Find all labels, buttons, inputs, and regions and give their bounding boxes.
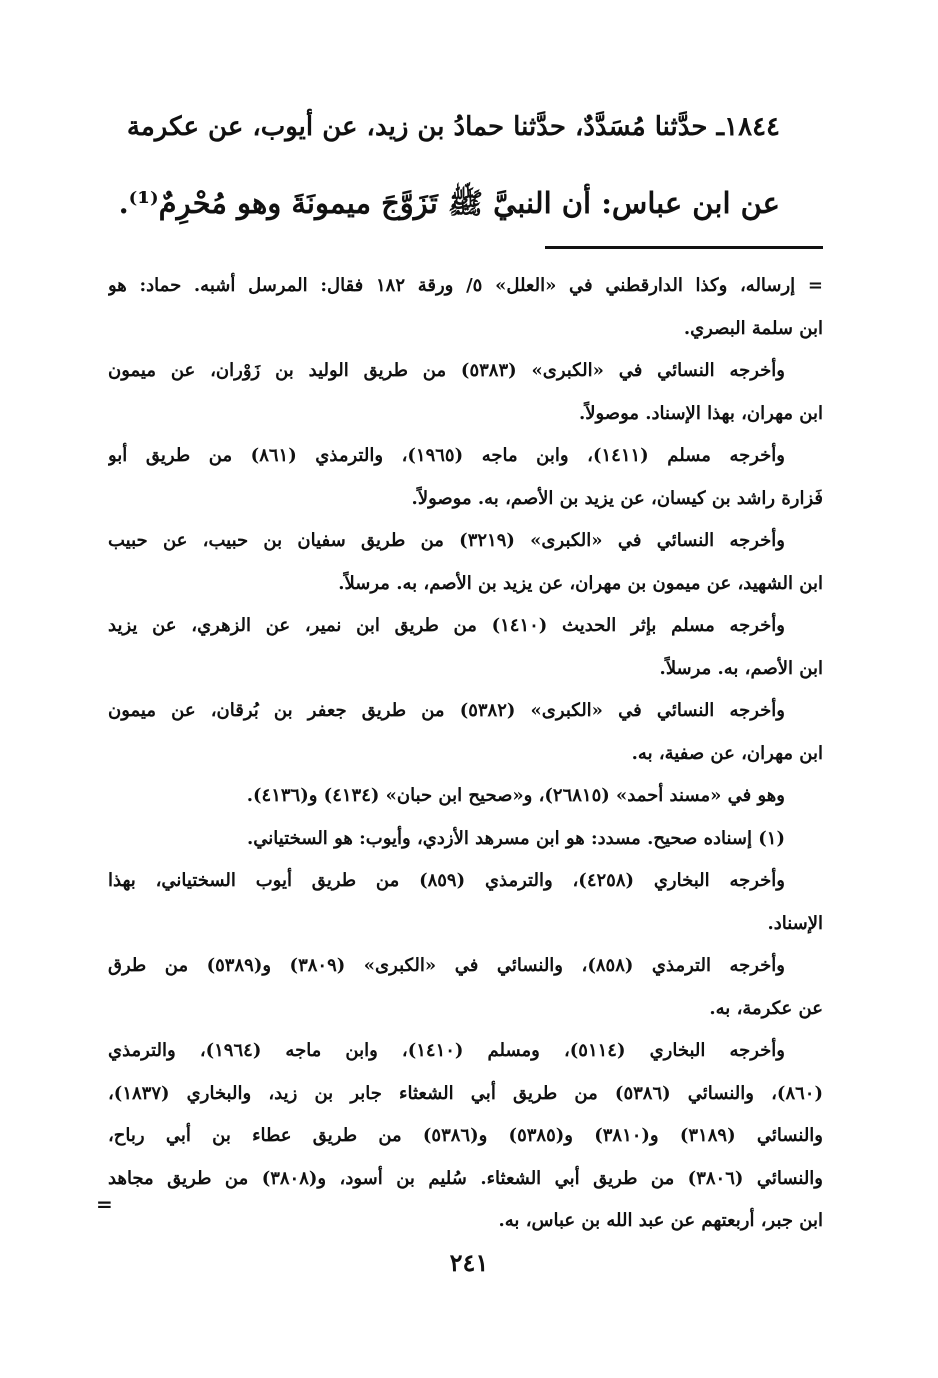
footnote-line: والنسائي (٣١٨٩) و(٣٨١٠) و(٥٣٨٥) و(٥٣٨٦) من طريق عطاء بن أبي رباح، [108, 1125, 823, 1146]
footnote-line: الإسناد. [767, 912, 823, 934]
continuation-mark: = [96, 1192, 113, 1216]
page-number: ٢٤١ [449, 1248, 489, 1277]
footnote-separator [545, 246, 823, 249]
footnote-line: وهو في «مسند أحمد» (٢٦٨١٥)، و«صحيح ابن حبان» (٤١٣٤) و(٤١٣٦). [246, 785, 785, 806]
footnote-line: (٨٦٠)، والنسائي (٥٣٨٦) من طريق أبي الشعثاء جابر بن زيد، والبخاري (١٨٣٧)، [108, 1082, 823, 1104]
footnote-line: وأخرجه الترمذي (٨٥٨)، والنسائي في «الكبرى» (٣٨٠٩) و(٥٣٨٩) من طرق [108, 955, 786, 976]
footnote-line: وأخرجه النسائي في «الكبرى» (٥٣٨٢) من طريق جعفر بن بُرقان، عن ميمون [108, 700, 785, 721]
hadith-line-1: ١٨٤٤ـ حدَّثنا مُسَدَّدٌ، حدَّثنا حمادُ بن زيد، عن أيوب، عن عكرمة [126, 112, 780, 142]
footnote-line: ابن سلمة البصري. [683, 317, 823, 339]
footnote-line: وأخرجه البخاري (٥١١٤)، ومسلم (١٤١٠)، وابن ماجه (١٩٦٤)، والترمذي [108, 1040, 785, 1061]
footnote-line: وأخرجه النسائي في «الكبرى» (٥٣٨٣) من طريق الوليد بن زَوْران، عن ميمون [108, 360, 785, 381]
footnote-line: عن عكرمة، به. [709, 997, 823, 1019]
footnote-line: ابن جبر، أربعتهم عن عبد الله بن عباس، به. [498, 1210, 823, 1231]
footnote-line: (١) إسناده صحيح. مسدد: هو ابن مسرهد الأزدي، وأيوب: هو السختياني. [247, 827, 785, 849]
footnote-line: وأخرجه البخاري (٤٢٥٨)، والترمذي (٨٥٩) من طريق أيوب السختياني، بهذا [108, 870, 785, 891]
footnote-line: ابن الشهيد، عن ميمون بن مهران، عن يزيد بن الأصم، به. مرسلاً. [338, 572, 823, 594]
footnote-line: ابن مهران، بهذا الإسناد. موصولاً. [578, 402, 823, 424]
hadith-line-2: عن ابن عباس: أن النبيَّ ﷺ تَزَوَّجَ ميمونَةَ وهو مُحْرِمٌ⁽¹⁾. [118, 186, 780, 220]
footnote-line: فَزارة راشد بن كيسان، عن يزيد بن الأصم، به. موصولاً. [411, 487, 823, 509]
footnote-line: وأخرجه مسلم (١٤١١)، وابن ماجه (١٩٦٥)، والترمذي (٨٦١) من طريق أبو [108, 445, 785, 466]
footnote-line: وأخرجه مسلم بإثر الحديث (١٤١٠) من طريق ابن نمير، عن الزهري، عن يزيد [108, 615, 785, 636]
footnote-line: = إرساله، وكذا الدارقطني في «العلل» ٥/ ورقة ١٨٢ فقال: المرسل أشبه. حماد: هو [108, 275, 823, 296]
footnote-line: ابن مهران، عن صفية، به. [631, 742, 823, 764]
footnotes-block [108, 265, 823, 1243]
footnote-line: وأخرجه النسائي في «الكبرى» (٣٢١٩) من طريق سفيان بن حبيب، عن حبيب [108, 530, 785, 551]
footnote-line: والنسائي (٣٨٠٦) من طريق أبي الشعثاء. سُليم بن أسود، و(٣٨٠٨) من طريق مجاهد [108, 1167, 823, 1189]
footnote-line: ابن الأصم، به. مرسلاً. [659, 657, 823, 679]
